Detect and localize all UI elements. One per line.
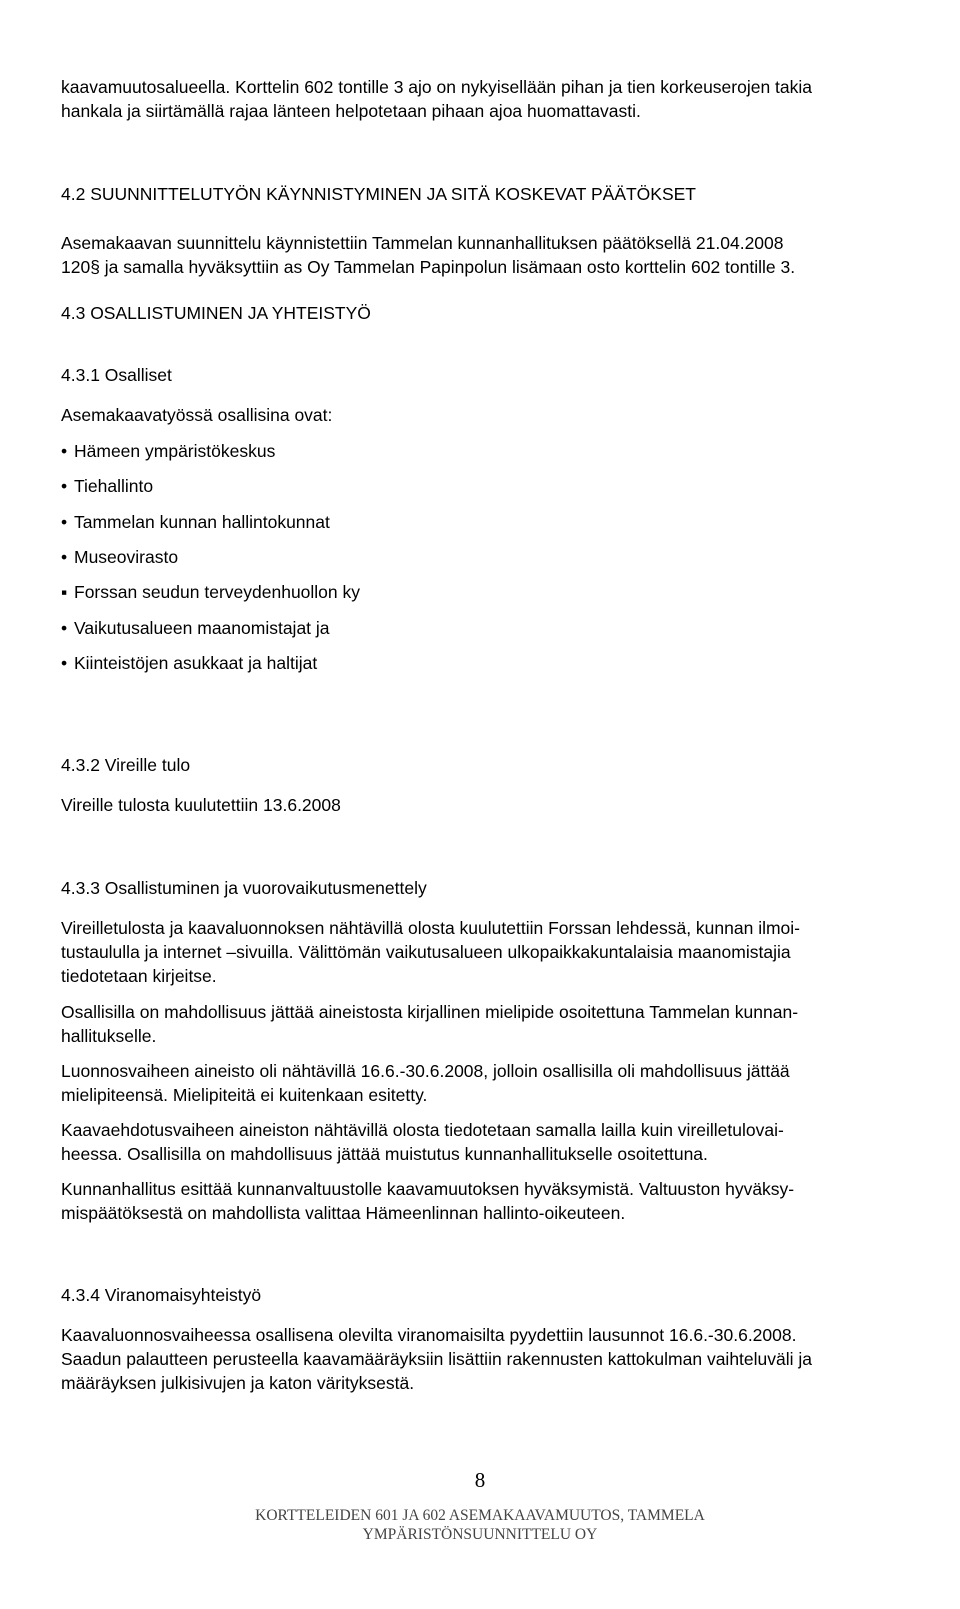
bullet-icon: •: [61, 512, 68, 532]
paragraph-line: Luonnosvaiheen aineisto oli nähtävillä 16.6.-30.6.2008, jolloin osallisilla oli mahdollisuus jättää: [61, 1061, 790, 1081]
paragraph-line: tiedotetaan kirjeitse.: [61, 966, 217, 986]
page-number: 8: [474, 1468, 486, 1492]
paragraph-line: Saadun palautteen perusteella kaavamääräyksiin lisättiin rakennusten kattokulman vaihteluväli ja: [61, 1349, 813, 1369]
paragraph-line: Osallisilla on mahdollisuus jättää aineistosta kirjallinen mielipide osoitettuna Tammelan kunnan-: [61, 1002, 799, 1022]
section-4-2-line-2: 120§ ja samalla hyväksyttiin as Oy Tammelan Papinpolun lisämaan osto korttelin 602 tontille 3.: [61, 257, 796, 277]
bullet-icon: •: [61, 441, 68, 461]
paragraph-line: heessa. Osallisilla on mahdollisuus jättää muistutus kunnanhallitukselle osoitettuna.: [61, 1144, 708, 1164]
footer-line-2: YMPÄRISTÖNSUUNNITTELU OY: [362, 1526, 598, 1543]
bullet-icon: •: [61, 476, 68, 496]
subsection-4-3-4-heading: 4.3.4 Viranomaisyhteistyö: [61, 1285, 262, 1305]
list-item: • Tiehallinto: [61, 476, 154, 496]
section-4-3-heading: 4.3 OSALLISTUMINEN JA YHTEISTYÖ: [61, 303, 371, 323]
paragraph-line: Vireilletulosta ja kaavaluonnoksen nähtävillä olosta kuulutettiin Forssan lehdessä, kunnan ilmoi-: [61, 918, 800, 938]
section-4-2-line-1: Asemakaavan suunnittelu käynnistettiin Tammelan kunnanhallituksen päätöksellä 21.04.2008: [61, 233, 784, 253]
section-4-2-heading: 4.2 SUUNNITTELUTYÖN KÄYNNISTYMINEN JA SITÄ KOSKEVAT PÄÄTÖKSET: [61, 184, 696, 204]
footer-line-1: KORTTELEIDEN 601 JA 602 ASEMAKAAVAMUUTOS, TAMMELA: [255, 1507, 705, 1524]
announcement-text: Vireille tulosta kuulutettiin 13.6.2008: [61, 795, 341, 815]
list-item: • Tammelan kunnan hallintokunnat: [61, 512, 330, 532]
intro-line-1: kaavamuutosalueella. Korttelin 602 tontille 3 ajo on nykyisellään pihan ja tien korkeuserojen takia: [61, 77, 813, 97]
paragraph-line: mispäätöksestä on mahdollista valittaa Hämeenlinnan hallinto-oikeuteen.: [61, 1203, 626, 1223]
subsection-4-3-1-heading: 4.3.1 Osalliset: [61, 365, 172, 385]
list-item: • Vaikutusalueen maanomistajat ja: [61, 618, 330, 638]
bullet-icon: •: [61, 547, 68, 567]
paragraph-line: hallitukselle.: [61, 1026, 157, 1046]
paragraph-line: Kaavaluonnosvaiheessa osallisena olevilta viranomaisilta pyydettiin lausunnot 16.6.-30.6.2008.: [61, 1325, 797, 1345]
paragraph-line: määräyksen julkisivujen ja katon värityksestä.: [61, 1373, 415, 1393]
participants-intro: Asemakaavatyössä osallisina ovat:: [61, 405, 333, 425]
paragraph-line: tustaululla ja internet –sivuilla. Välittömän vaikutusalueen ulkopaikkakuntalaisia maanomistajia: [61, 942, 791, 962]
list-item: • Museovirasto: [61, 547, 179, 567]
list-item: • Hämeen ympäristökeskus: [61, 441, 276, 461]
square-bullet-icon: ▪: [61, 582, 68, 602]
list-item: ▪ Forssan seudun terveydenhuollon ky: [61, 582, 361, 602]
intro-line-2: hankala ja siirtämällä rajaa länteen helpotetaan pihaan ajoa huomattavasti.: [61, 101, 641, 121]
bullet-icon: •: [61, 618, 68, 638]
paragraph-line: mielipiteensä. Mielipiteitä ei kuitenkaan esitetty.: [61, 1085, 428, 1105]
subsection-4-3-2-heading: 4.3.2 Vireille tulo: [61, 755, 191, 775]
subsection-4-3-3-heading: 4.3.3 Osallistuminen ja vuorovaikutusmenettely: [61, 878, 427, 898]
list-item: • Kiinteistöjen asukkaat ja haltijat: [61, 653, 318, 673]
bullet-icon: •: [61, 653, 68, 673]
paragraph-line: Kaavaehdotusvaiheen aineiston nähtävillä olosta tiedotetaan samalla lailla kuin vireilletulovai-: [61, 1120, 784, 1140]
paragraph-line: Kunnanhallitus esittää kunnanvaltuustolle kaavamuutoksen hyväksymistä. Valtuuston hyväksy-: [61, 1179, 795, 1199]
